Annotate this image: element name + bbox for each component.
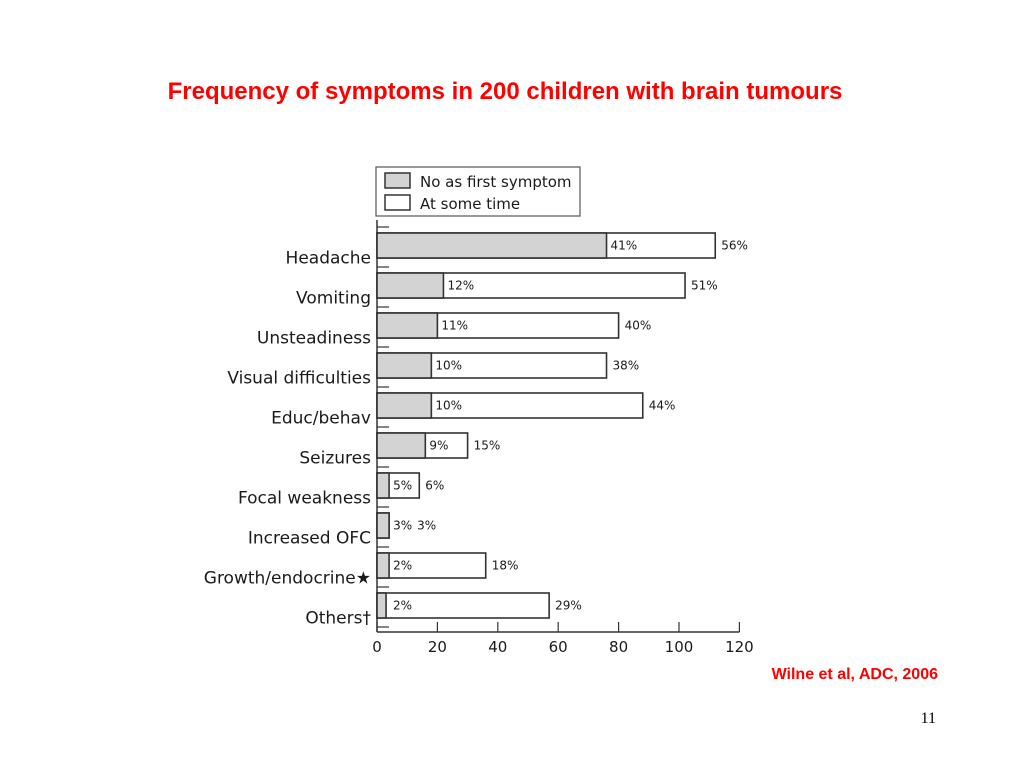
category-label-increased-ofc: Increased OFC — [247, 528, 371, 549]
bar-first-symptom-others — [377, 593, 386, 618]
bar-first-symptom-seizures — [377, 433, 425, 458]
data-label-some-time-visual-difficulties: 38% — [612, 358, 640, 373]
bar-first-symptom-educ-behav — [377, 393, 431, 418]
data-label-some-time-focal-weakness: 6% — [425, 478, 445, 493]
category-label-focal-weakness: Focal weakness — [237, 488, 371, 509]
category-label-others: Others† — [305, 608, 371, 629]
plot-area — [204, 220, 754, 656]
category-label-growth-endocrine: Growth/endocrine★ — [203, 568, 371, 589]
legend-swatch-first-symptom — [385, 173, 410, 188]
x-tick-label: 120 — [725, 638, 754, 656]
bar-first-symptom-increased-ofc — [377, 513, 389, 538]
category-label-visual-difficulties: Visual difficulties — [227, 368, 371, 389]
category-label-vomiting: Vomiting — [296, 288, 371, 309]
bar-first-symptom-headache — [377, 233, 607, 258]
data-label-first-symptom-others: 2% — [393, 598, 413, 613]
bar-first-symptom-unsteadiness — [377, 313, 437, 338]
x-tick-label: 60 — [548, 638, 568, 656]
bar-first-symptom-visual-difficulties — [377, 353, 431, 378]
slide-title: Frequency of symptoms in 200 children with brain tumours — [167, 78, 843, 105]
category-label-seizures: Seizures — [299, 448, 371, 469]
data-label-first-symptom-seizures: 9% — [429, 438, 449, 453]
legend-swatch-some-time — [385, 195, 410, 210]
bar-first-symptom-vomiting — [377, 273, 443, 298]
x-tick-label: 100 — [664, 638, 694, 656]
data-label-some-time-growth-endocrine: 18% — [491, 558, 519, 573]
x-tick-label: 20 — [427, 638, 447, 656]
data-label-some-time-others: 29% — [555, 598, 582, 613]
data-label-first-symptom-educ-behav: 10% — [435, 398, 463, 413]
category-label-headache: Headache — [285, 248, 371, 269]
category-label-unsteadiness: Unsteadiness — [256, 328, 371, 349]
x-tick-label: 40 — [488, 638, 508, 656]
bar-first-symptom-growth-endocrine — [377, 553, 389, 578]
chart-legend — [376, 167, 580, 216]
data-label-some-time-increased-ofc: 3% — [417, 518, 437, 533]
data-label-some-time-unsteadiness: 40% — [624, 318, 652, 333]
page-number: 11 — [920, 710, 936, 727]
x-tick-label: 80 — [609, 638, 629, 656]
data-label-some-time-vomiting: 51% — [691, 278, 718, 293]
data-label-first-symptom-visual-difficulties: 10% — [435, 358, 463, 373]
legend-label-first-symptom: No as first symptom — [420, 173, 572, 191]
category-label-educ-behav: Educ/behav — [271, 408, 371, 429]
data-label-first-symptom-increased-ofc: 3% — [393, 518, 413, 533]
legend-label-some-time: At some time — [420, 195, 521, 213]
data-label-some-time-educ-behav: 44% — [648, 398, 676, 413]
data-label-first-symptom-headache: 41% — [610, 238, 638, 253]
data-label-first-symptom-growth-endocrine: 2% — [393, 558, 413, 573]
data-label-first-symptom-vomiting: 12% — [447, 278, 475, 293]
data-label-some-time-headache: 56% — [721, 238, 748, 253]
data-label-first-symptom-focal-weakness: 5% — [393, 478, 413, 493]
x-tick-label: 0 — [372, 638, 382, 656]
data-label-some-time-seizures: 15% — [473, 438, 501, 453]
data-label-first-symptom-unsteadiness: 11% — [441, 318, 469, 333]
bar-first-symptom-focal-weakness — [377, 473, 389, 498]
citation: Wilne et al, ADC, 2006 — [771, 666, 938, 683]
